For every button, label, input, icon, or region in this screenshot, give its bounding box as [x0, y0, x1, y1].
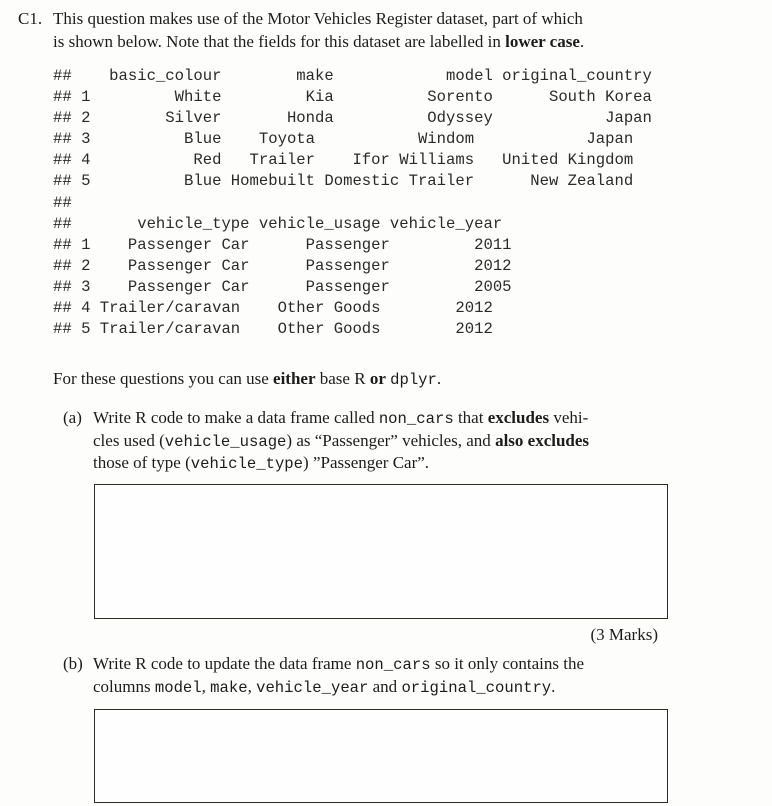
part-b-label: (b) [63, 654, 83, 673]
r-output-line: ## 4 Red Trailer Ifor Williams United Kingdom [53, 151, 634, 170]
part-a-code-type: vehicle_type [190, 455, 304, 473]
part-a-text: vehi- [549, 408, 589, 427]
part-a-label: (a) [63, 408, 82, 427]
part-a-line2 [93, 430, 589, 453]
r-output-line: ## [53, 193, 72, 212]
note-text: For these questions you can use [53, 369, 274, 388]
part-b-answer-box[interactable] [94, 709, 668, 803]
part-b-line2 [93, 676, 555, 699]
intro-text: is shown below. Note that the fields for this dataset are labelled in [53, 32, 506, 51]
note-or: or [369, 369, 386, 388]
part-a-line1 [93, 407, 588, 430]
r-output-line: ## basic_colour make model original_country [53, 67, 652, 85]
question-number: C1. [18, 9, 43, 28]
r-output-line: ## 1 Passenger Car Passenger 2011 [53, 235, 512, 254]
intro-text-end: . [579, 32, 585, 51]
r-output-line: ## 4 Trailer/caravan Other Goods 2012 [53, 299, 493, 318]
part-b-sep: , [247, 677, 257, 696]
r-output-line: ## 2 Passenger Car Passenger 2012 [53, 256, 512, 275]
part-a-marks: (3 Marks) [590, 625, 658, 644]
method-note [53, 368, 441, 391]
part-a-line3 [93, 452, 429, 475]
r-output-line: ## 2 Silver Honda Odyssey Japan [53, 109, 652, 128]
part-b-sep: , [201, 677, 211, 696]
part-b-text: so it only contains the [430, 654, 585, 673]
part-b-text: Write R code to update the data frame [93, 654, 356, 673]
part-a-excludes: excludes [487, 408, 550, 427]
part-b-code-year: vehicle_year [256, 679, 369, 697]
note-text: . [436, 369, 442, 388]
r-output-block [53, 66, 652, 340]
part-a-text: that [453, 408, 488, 427]
intro-emphasis: lower case [505, 32, 580, 51]
r-output-line: ## 5 Blue Homebuilt Domestic Trailer New Zealand [53, 172, 634, 191]
part-b-code-model: model [154, 679, 202, 697]
part-b-code-country: original_country [401, 679, 552, 697]
r-output-line: ## 1 White Kia Sorento South Korea [53, 88, 652, 107]
r-output-line: ## 5 Trailer/caravan Other Goods 2012 [53, 320, 493, 339]
part-a-text: Write R code to make a data frame called [93, 408, 379, 427]
part-b-text: columns [93, 677, 155, 696]
part-a-code-noncars: non_cars [378, 410, 454, 428]
part-b-line1 [93, 653, 584, 676]
question-intro-line2 [53, 31, 584, 53]
part-a-code-usage: vehicle_usage [164, 433, 287, 451]
part-b-code-noncars: non_cars [355, 656, 431, 674]
r-output-line: ## 3 Blue Toyota Windom Japan [53, 130, 634, 149]
note-text: base R [315, 369, 370, 388]
r-output-line: ## 3 Passenger Car Passenger 2005 [53, 277, 512, 296]
part-a-text: ) as “Passenger” vehicles, and [286, 431, 496, 450]
part-b-text: and [368, 677, 402, 696]
note-dplyr: dplyr [390, 371, 437, 389]
r-output-line: ## vehicle_type vehicle_usage vehicle_year [53, 214, 503, 233]
question-intro-line1: This question makes use of the Motor Vehicles Register dataset, part of which [53, 9, 583, 28]
part-a-text: ) ”Passenger Car”. [303, 453, 430, 472]
part-b-code-make: make [210, 679, 248, 697]
part-a-text: those of type ( [93, 453, 191, 472]
note-either: either [273, 369, 316, 388]
part-a-answer-box[interactable] [94, 484, 668, 619]
part-b-text: . [551, 677, 556, 696]
part-a-also-excludes: also excludes [495, 431, 590, 450]
part-a-text: cles used ( [93, 431, 165, 450]
